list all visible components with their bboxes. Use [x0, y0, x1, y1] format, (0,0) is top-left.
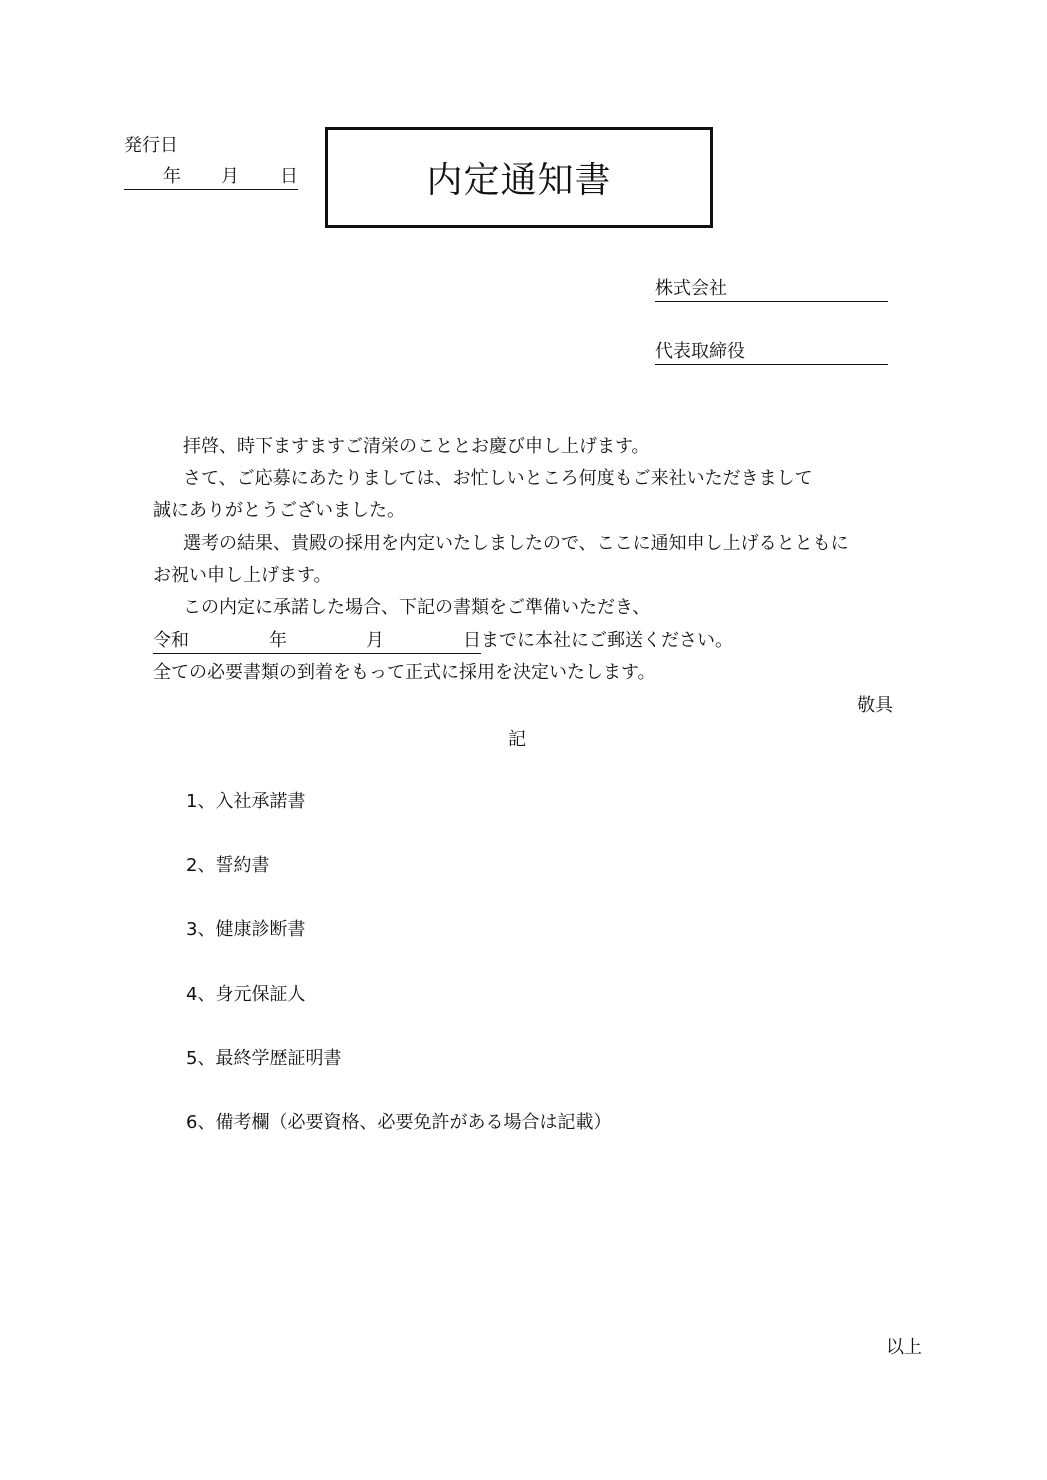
issue-date-label: 発行日: [124, 135, 178, 156]
list-item: 1、入社承諾書: [186, 791, 306, 812]
document-title: 内定通知書: [426, 160, 612, 201]
issue-date-field[interactable]: [124, 165, 298, 190]
list-item: 6、備考欄（必要資格、必要免許がある場合は記載）: [186, 1112, 612, 1133]
end-mark: 以上: [886, 1337, 922, 1358]
deadline-day-unit: 日: [463, 630, 481, 651]
deadline-month-unit: 月: [366, 630, 384, 651]
issue-year-unit: 年: [163, 166, 181, 187]
issue-day-unit: 日: [280, 166, 298, 187]
company-name-field[interactable]: [655, 277, 888, 302]
body-line-3: 誠にありがとうございました。: [153, 500, 405, 521]
deadline-year-unit: 年: [269, 630, 287, 651]
body-line-2: さて、ご応募にあたりましては、お忙しいところ何度もご来社いただきまして: [183, 468, 813, 489]
list-item: 3、健康診断書: [186, 919, 306, 940]
list-item: 5、最終学歴証明書: [186, 1048, 342, 1069]
body-line-greeting: 拝啓、時下ますますご清栄のこととお慶び申し上げます。: [183, 436, 650, 457]
list-item: 2、誓約書: [186, 855, 270, 876]
company-label: 株式会社: [655, 278, 727, 299]
body-line-4: 選考の結果、貴殿の採用を内定いたしましたので、ここに通知申し上げるとともに: [183, 533, 849, 554]
body-line-8: 全ての必要書類の到着をもって正式に採用を決定いたします。: [153, 662, 656, 683]
deadline-era: 令和: [153, 630, 189, 651]
list-item: 4、身元保証人: [186, 984, 306, 1005]
body-line-6: この内定に承諾した場合、下記の書類をご準備いただき、: [183, 597, 651, 618]
deadline-date-field[interactable]: [153, 629, 481, 654]
deadline-suffix: までに本社にご郵送ください。: [481, 630, 733, 651]
body-line-5: お祝い申し上げます。: [153, 565, 332, 586]
title-box: [325, 127, 713, 228]
representative-label: 代表取締役: [655, 341, 745, 362]
closing-keigu: 敬具: [857, 695, 893, 716]
issue-month-unit: 月: [221, 166, 239, 187]
ki-heading: 記: [508, 729, 526, 750]
representative-name-field[interactable]: [655, 340, 888, 365]
